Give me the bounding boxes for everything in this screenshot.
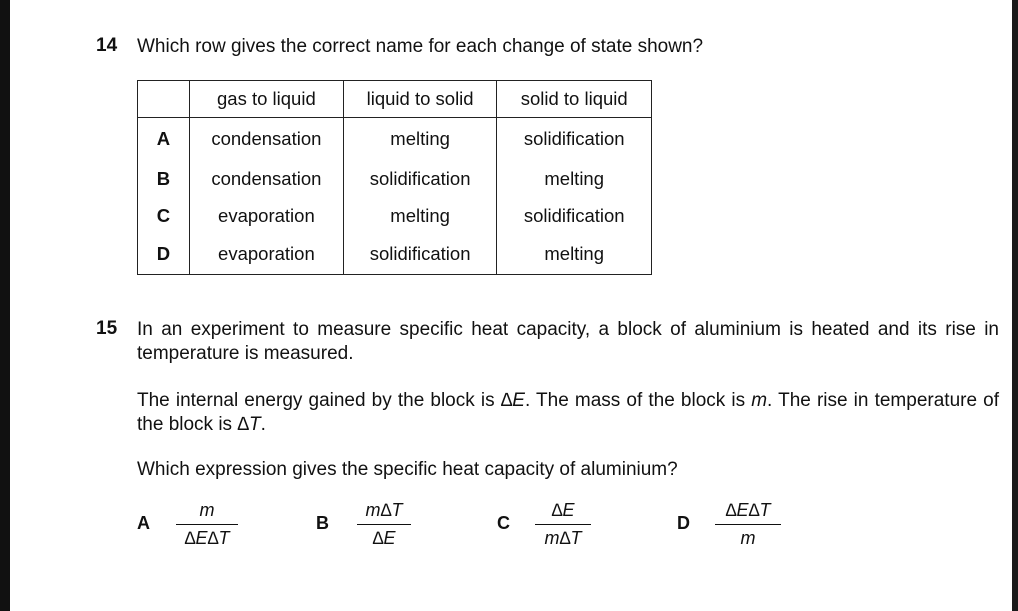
option-b-label: B <box>316 513 329 533</box>
option-d-label: D <box>677 513 690 533</box>
question-15-prompt: Which expression gives the specific heat capacity of aluminium? <box>137 459 678 480</box>
delta-t-symbol: ∆T <box>237 414 261 435</box>
option-b-numerator: m∆T <box>357 500 411 525</box>
right-border <box>1012 0 1018 611</box>
paragraph-text: . The mass of the block is <box>525 390 752 411</box>
table-cell: melting <box>497 234 652 275</box>
mass-symbol: m <box>751 390 768 411</box>
option-d-numerator: ∆E∆T <box>715 500 781 525</box>
table-cell: condensation <box>189 118 343 161</box>
option-c-numerator: ∆E <box>535 500 591 525</box>
option-a-numerator: m <box>176 500 238 525</box>
left-border <box>0 0 10 611</box>
table-header-row <box>138 81 652 118</box>
table-cell: melting <box>343 197 497 234</box>
option-a-label: A <box>137 513 150 533</box>
option-d-fraction <box>715 500 781 549</box>
question-14-number: 14 <box>96 35 118 56</box>
question-14-text: Which row gives the correct name for each change of state shown? <box>137 36 704 57</box>
table-cell: solidification <box>497 197 652 234</box>
table-cell: evaporation <box>189 234 343 275</box>
table-cell: solidification <box>497 118 652 161</box>
question-15-paragraph <box>137 389 999 437</box>
table-cell: evaporation <box>189 197 343 234</box>
paragraph-text: . The rise in temperature of the block is <box>137 390 999 435</box>
table-cell: melting <box>343 118 497 161</box>
option-c-denominator: m∆T <box>544 528 582 548</box>
table-row <box>138 118 652 161</box>
table-cell: solidification <box>343 160 497 197</box>
option-a-denominator: ∆E∆T <box>184 528 230 548</box>
option-d-denominator: m <box>740 528 756 548</box>
delta-e-symbol: ∆E <box>500 390 525 411</box>
row-label: C <box>138 197 190 234</box>
option-a-fraction <box>176 500 238 549</box>
option-c-label: C <box>497 513 510 533</box>
table-cell: solidification <box>343 234 497 275</box>
table-row <box>138 197 652 234</box>
table-row <box>138 160 652 197</box>
table-row <box>138 234 652 275</box>
row-label: D <box>138 234 190 275</box>
option-b-denominator: ∆E <box>372 528 396 548</box>
table-cell: melting <box>497 160 652 197</box>
row-label: B <box>138 160 190 197</box>
option-b-fraction <box>357 500 411 549</box>
header-corner <box>138 81 190 118</box>
row-label: A <box>138 118 190 161</box>
paragraph-text: The internal energy gained by the block is <box>137 390 501 411</box>
paragraph-text: . <box>260 414 266 435</box>
question-15-number: 15 <box>96 318 118 339</box>
option-c-fraction <box>535 500 591 549</box>
change-of-state-table <box>137 80 652 275</box>
header-liquid-to-solid: liquid to solid <box>343 81 497 118</box>
table-cell: condensation <box>189 160 343 197</box>
header-gas-to-liquid: gas to liquid <box>189 81 343 118</box>
header-solid-to-liquid: solid to liquid <box>497 81 652 118</box>
question-15-text: In an experiment to measure specific heat capacity, a block of aluminium is heated and its rise in temperature is measured. <box>137 319 999 364</box>
